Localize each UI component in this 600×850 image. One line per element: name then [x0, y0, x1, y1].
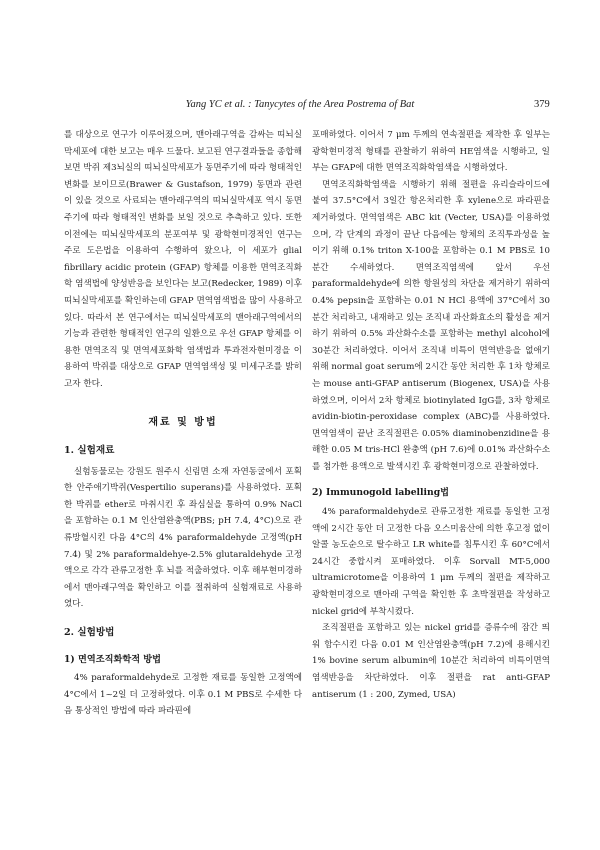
heading-materials: 1. 실험재료	[64, 445, 115, 457]
heading-methods: 2. 실험방법	[64, 627, 115, 639]
materials-paragraph: 실험동물로는 강원도 원주시 신림면 소재 자연동굴에서 포획한 안주애기박쥐(Vespertilio superans)를 사용하였다. 포획한 박쥐를 ether로 마취시킨 후 좌심실을 통하여 0.9% NaCl을 포함하는 0.1 M 인산염완충액(PBS; pH 7.4, 4°C)으로 관류방혈시킨 다음 4°C의 4% paraformaldehyde 고정액(pH 7.4) 및 2% paraformaldehye-2.5% glutaraldehyde 고정액으로 각각 관류고정한 후 뇌를 적출하였다. 이후 해부현미경하에서 맨아래구역을 확인하고 이를 절취하여 실험재료로 사용하였다.	[64, 466, 302, 610]
subheading-ihc: 1) 면역조직화학적 방법	[64, 653, 162, 665]
section-title: 재료 및 방법	[148, 416, 218, 428]
running-head: Yang YC et al. : Tanycytes of the Area Postrema of Bat	[185, 99, 415, 110]
page-number: 379	[534, 99, 550, 110]
immunogold-paragraph: 4% paraformaldehyde로 관류고정한 재료를 동일한 고정액에 2시간 동안 더 고정한 다음 오스미움산에 의한 후고정 없이 알콜 농도순으로 탈수하고 LR white를 침투시킨 후 60°C에서 24시간 중합시켜 포매하였다. 이후 Sorvall MT-5,000 ultramicrotome을 이용하여 1 μm 두께의 절편을 제작하고 광학현미경으로 맨아래 구역을 확인한 후 초박절편을 작성하고 nickel grid에 부착시켰다.	[312, 507, 550, 617]
left-column	[64, 127, 302, 720]
grid-paragraph: 조직절편을 포함하고 있는 nickel grid를 증류수에 잠간 띄워 함수시킨 다음 0.01 M 인산염완충액(pH 7.2)에 용해시킨 1% bovine serum albumin에 10분간 처리하여 비특이면역염색반응을 차단하였다. 이후 절편을 rat anti-GFAP antiserum (1 : 200, Zymed, USA)	[312, 623, 550, 700]
right-column	[312, 127, 550, 703]
intro-paragraph: 를 대상으로 연구가 이루어졌으며, 맨아래구역을 감싸는 띠뇌실막세포에 대한 보고는 매우 드물다. 보고된 연구결과들을 종합해 보면 박쥐 제3뇌실의 띠뇌실막세포가 동면주기에 따라 형태적인 변화를 보이므로(Brawer & Gustafson, 1979) 동면과 관련이 있을 것으로 사료되는 맨아래구역의 띠뇌실막세포 역시 동면주기에 따라 형태적인 변화를 보일 것으로 추측하고 있다. 또한 이전에는 띠뇌실막세포의 분포여부 및 광학현미경적인 연구는 주로 도은법을 이용하여 수행하여 왔으나, 이 세포가 glial fibrillary acidic protein (GFAP) 항체를 이용한 면역조직화학 염색법에 양성반응을 보인다는 보고(Redecker, 1989) 이후 띠뇌실막세포를 확인하는데 GFAP 면역염색법을 많이 사용하고 있다. 따라서 본 연구에서는 띠뇌실막세포의 맨아래구역에서의 기능과 관련한 형태적인 연구의 일환으로 우선 GFAP 항체를 이용한 면역조직 및 면역세포화학 염색법과 투과전자현미경을 이용하여 박쥐를 대상으로 GFAP 면역염색성 및 미세구조를 밝히고자 한다.	[64, 130, 302, 389]
continued-paragraph: 포매하였다. 이어서 7 μm 두께의 연속절편을 제작한 후 일부는 광학현미경적 형태를 관찰하기 위하여 HE염색을 시행하고, 일부는 GFAP에 대한 면역조직화학염색을 시행하였다.	[312, 130, 550, 174]
subheading-immunogold: 2) Immunogold labelling법	[312, 487, 449, 499]
ihc-paragraph: 면역조직화학염색을 시행하기 위해 절편을 유리슬라이드에 붙여 37.5°C에서 3일간 항온처리한 후 xylene으로 파라핀을 제거하였다. 면역염색은 ABC kit (Vecter, USA)를 이용하였으며, 각 단계의 과정이 끝난 다음에는 항체의 조직투과성을 높이기 위해 0.1% triton X-100을 포함하는 0.1 M PBS로 10분간 수세하였다. 면역조직염색에 앞서 우선 paraformaldehyde에 의한 항원성의 차단을 제거하기 위하여 0.4% pepsin을 포함하는 0.01 N HCl 용액에 37°C에서 30분간 처리하고, 내재하고 있는 조직내 과산화효소의 활성을 제거하기 위하여 0.5% 과산화수소를 포함하는 methyl alcohol에 30분간 처리하였다. 이어서 조직내 비특이 면역반응을 없애기 위해 normal goat serum에 2시간 동안 처리한 후 1차 항체로는 mouse anti-GFAP antiserum (Biogenex, USA)을 사용하였으며, 이어서 2차 항체로 biotinylated IgG를, 3차 항체로 avidin-biotin-peroxidase complex (ABC)를 사용하였다. 면역염색이 끝난 조직절편은 0.05% diaminobenzidine을 용해한 0.05 M tris-HCl 완충액 (pH 7.6)에 0.01% 과산화수소를 첨가한 용액으로 발색시킨 후 광학현미경으로 관찰하였다.	[312, 179, 550, 472]
method-paragraph: 4% paraformaldehyde로 고정한 재료를 동일한 고정액에 4°C에서 1~2일 더 고정하였다. 이후 0.1 M PBS로 수세한 다음 통상적인 방법에 따라 파라핀에	[64, 673, 302, 717]
